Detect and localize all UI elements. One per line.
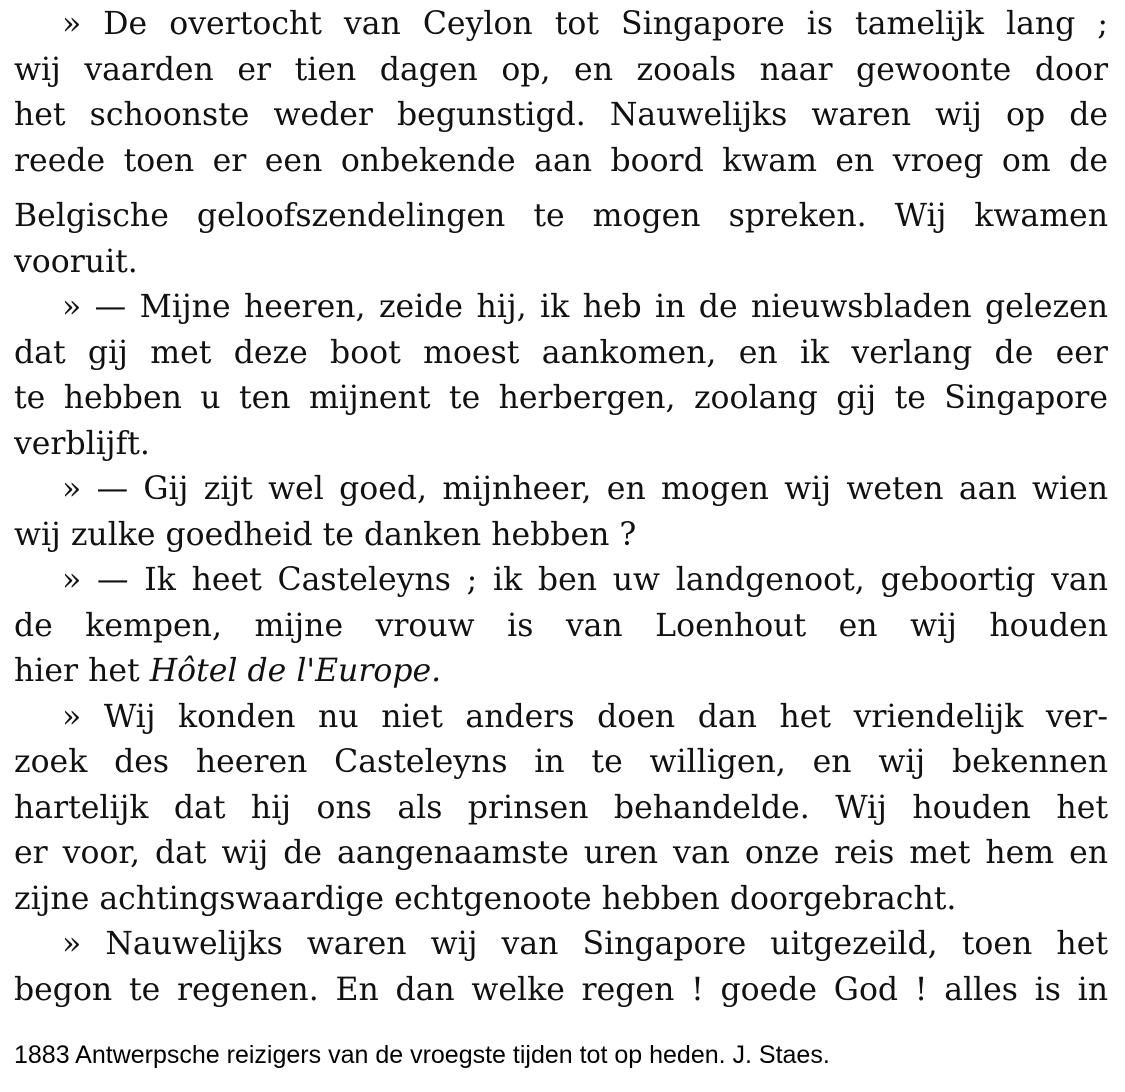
text-line-with-italic bbox=[14, 649, 1108, 695]
hotel-name-italic: Hôtel de l'Europe. bbox=[149, 653, 442, 689]
text-line: dat gij met deze boot moest aankomen, en ik verlang de eer bbox=[14, 334, 1108, 371]
text-line: het schoonste weder begunstigd. Nauwelijks waren wij op de bbox=[14, 97, 1108, 133]
text-line: » Wij konden nu niet anders doen dan het vriendelijk ver- bbox=[62, 698, 1108, 735]
text-line: » Nauwelijks waren wij van Singapore uitgezeild, toen het bbox=[62, 926, 1108, 962]
text-line: zoek des heeren Casteleyns in te willigen, en wij bekennen bbox=[14, 744, 1108, 780]
text-line: wij zulke goedheid te danken hebben ? bbox=[14, 516, 637, 553]
scanned-text-block bbox=[14, 2, 1108, 1013]
text-line: vooruit. bbox=[14, 243, 138, 280]
source-caption: 1883 Antwerpsche reizigers van de vroegste tijden tot op heden. J. Staes. bbox=[14, 1041, 830, 1069]
text-line: Belgische geloofszendelingen te mogen spreken. Wij kwamen bbox=[14, 198, 1108, 234]
text-line: hartelijk dat hij ons als prinsen behandelde. Wij houden het bbox=[14, 789, 1108, 826]
text-line: verblijft. bbox=[14, 425, 150, 462]
text-line: » — Mijne heeren, zeide hij, ik heb in de nieuwsbladen gelezen bbox=[62, 289, 1108, 325]
text-line: wij vaarden er tien dagen op, en zooals naar gewoonte door bbox=[14, 51, 1108, 88]
text-line: » — Ik heet Casteleyns ; ik ben uw landgenoot, geboortig van bbox=[62, 562, 1108, 598]
text-line: te hebben u ten mijnent te herbergen, zoolang gij te Singapore bbox=[14, 380, 1108, 416]
text-line-prefix: hier het bbox=[14, 653, 150, 689]
text-line: er voor, dat wij de aangenaamste uren van onze reis met hem en bbox=[14, 835, 1108, 871]
text-line: » — Gij zijt wel goed, mijnheer, en mogen wij weten aan wien bbox=[62, 471, 1108, 507]
text-line: de kempen, mijne vrouw is van Loenhout en wij houden bbox=[14, 607, 1108, 644]
text-line: zijne achtingswaardige echtgenoote hebben doorgebracht. bbox=[14, 880, 957, 917]
text-line: » De overtocht van Ceylon tot Singapore is tamelijk lang ; bbox=[62, 6, 1108, 42]
text-line: begon te regenen. En dan welke regen ! goede God ! alles is in bbox=[14, 971, 1108, 1008]
text-line: reede toen er een onbekende aan boord kwam en vroeg om de bbox=[14, 142, 1108, 179]
